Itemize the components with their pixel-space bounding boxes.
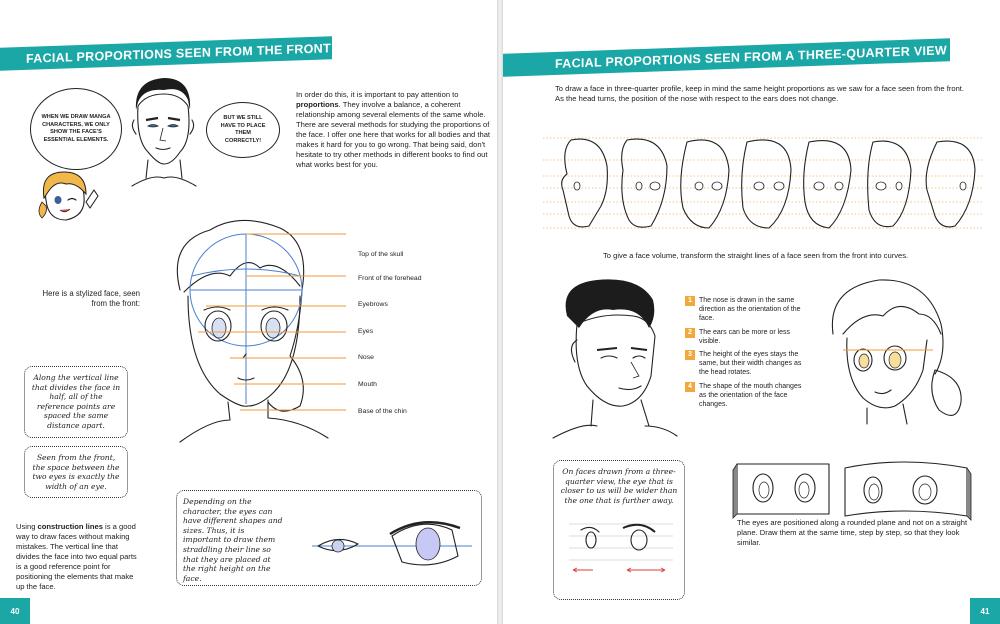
label-nose: Nose xyxy=(358,354,374,361)
label-mouth: Mouth xyxy=(358,381,377,388)
step-1 xyxy=(688,296,803,323)
eye-width-comparison-diagram xyxy=(569,516,673,572)
label-front-of-forehead: Front of the forehead xyxy=(358,275,422,282)
step-3-text: The height of the eyes stays the same, but their width changes as the head rotates. xyxy=(699,351,802,376)
female-face-three-quarter-illustration xyxy=(823,274,973,424)
construction-bold: construction lines xyxy=(37,522,103,531)
construction-text-2: is a good way to draw faces without making mistakes. The vertical line that divides the face into two equal parts is a good reference point for positioning the elements that make up the face. xyxy=(16,522,137,591)
right-title-banner: FACIAL PROPORTIONS SEEN FROM A THREE-QUARTER VIEW xyxy=(503,38,950,77)
intro-paragraph xyxy=(296,90,492,170)
step-1-text: The nose is drawn in the same direction as the orientation of the face. xyxy=(699,297,801,322)
left-title-banner: FACIAL PROPORTIONS SEEN FROM THE FRONT xyxy=(0,36,332,71)
callout-vertical-line: Along the vertical line that divides the face in half, all of the reference points are spaced the same distance apart. xyxy=(24,366,128,438)
step-2-text: The ears can be more or less visible. xyxy=(699,329,791,345)
chibi-girl-illustration xyxy=(36,168,100,228)
label-eyes: Eyes xyxy=(358,328,374,335)
eye-plane-caption: The eyes are positioned along a rounded plane and not on a straight plane. Draw them at the same time, step by step, so that they look similar. xyxy=(737,518,968,547)
label-top-of-skull: Top of the skull xyxy=(358,251,404,258)
volume-caption: To give a face volume, transform the straight lines of a face seen from the front into curves. xyxy=(603,251,909,260)
callout-eye-shapes-text: Depending on the character, the eyes can have different shapes and sizes. Thus, it is important to draw them straddling their line so that they are placed at the right height on the face. xyxy=(183,497,283,583)
step-4 xyxy=(688,382,803,409)
callout-eye-spacing: Seen from the front, the space between the two eyes is exactly the width of an eye. xyxy=(24,446,128,498)
eye-shapes-illustration xyxy=(312,516,472,572)
speech-bubble-1: WHEN WE DRAW MANGA CHARACTERS, WE ONLY SHOW THE FACE'S ESSENTIAL ELEMENTS. xyxy=(30,88,122,170)
label-eyebrows: Eyebrows xyxy=(358,301,388,308)
construction-lines-paragraph xyxy=(16,522,140,592)
male-face-front-illustration xyxy=(122,74,204,192)
step-4-text: The shape of the mouth changes as the orientation of the face changes. xyxy=(699,383,802,408)
male-face-three-quarter-illustration xyxy=(553,276,677,440)
intro-text-1: In order do this, it is important to pay attention to xyxy=(296,90,459,99)
intro-text-2: . They involve a balance, a coherent relationship among several elements of the same whole. There are several methods for studying the proportions of the face. I offer one here that works for all bodies and that makes it hard for you to go wrong. That being said, don't hesitate to try other methods in different books to find out what works best for you. xyxy=(296,100,491,169)
eye-plane-diagram xyxy=(733,460,971,520)
step-2-badge: 2 xyxy=(685,328,695,338)
stylized-face-caption: Here is a stylized face, seen from the front: xyxy=(42,289,140,308)
left-page xyxy=(0,0,497,624)
right-page xyxy=(503,0,1000,624)
rotating-heads-diagram xyxy=(543,130,983,234)
construction-text-1: Using xyxy=(16,522,38,531)
intro-bold-proportions: proportions xyxy=(296,100,339,109)
step-3-badge: 3 xyxy=(685,350,695,360)
right-page-number: 41 xyxy=(970,598,1000,624)
callout-closer-eye-text: On faces drawn from a three-quarter view, the eye that is closer to us will be wider than the one that is further away. xyxy=(560,467,678,505)
three-quarter-intro: To draw a face in three-quarter profile, keep in mind the same height proportions as we saw for a face seen from the front. As the head turns, the position of the nose with respect to the ears does not change. xyxy=(555,84,965,103)
stylized-face-diagram xyxy=(150,206,350,446)
step-4-badge: 4 xyxy=(685,382,695,392)
left-page-number: 40 xyxy=(0,598,30,624)
label-base-of-chin: Base of the chin xyxy=(358,408,407,415)
step-2 xyxy=(688,328,803,346)
step-1-badge: 1 xyxy=(685,296,695,306)
step-3 xyxy=(688,350,803,377)
speech-bubble-2: BUT WE STILL HAVE TO PLACE THEM CORRECTLY! xyxy=(206,102,280,158)
